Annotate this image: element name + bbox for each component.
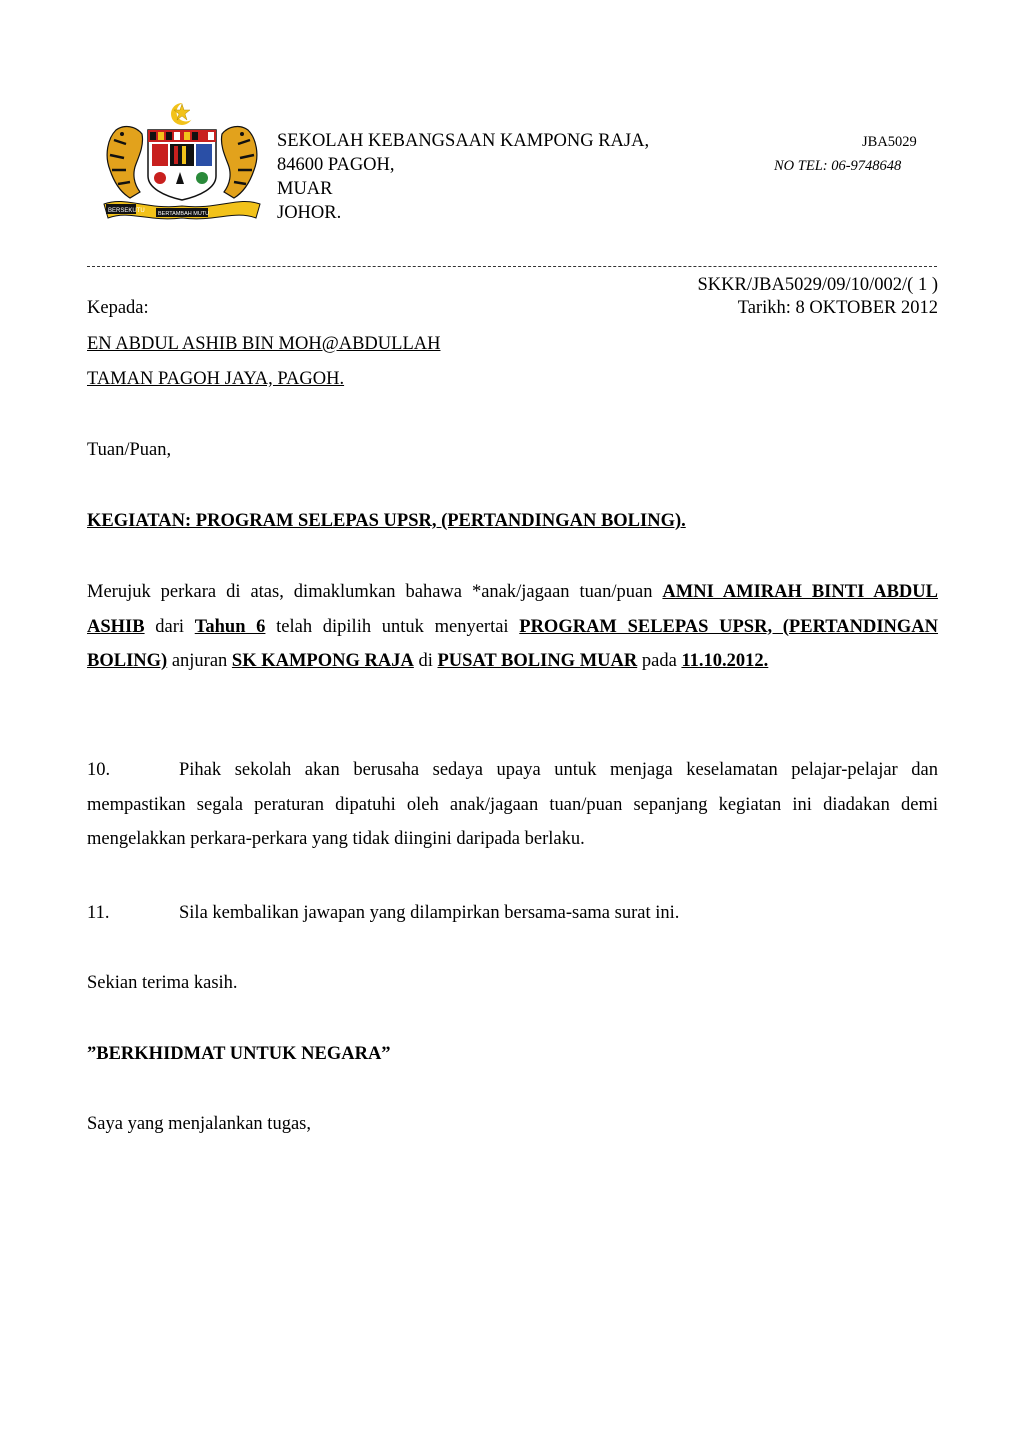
- address-line-3: JOHOR.: [277, 203, 342, 223]
- venue-name: PUSAT BOLING MUAR: [437, 651, 638, 671]
- address-line-1: 84600 PAGOH,: [277, 155, 395, 175]
- crest-motto-center: BERTAMBAH MUTU: [158, 211, 210, 217]
- paragraph-10: [87, 753, 938, 857]
- student-name: AMNI AMIRAH BINTI ABDUL ASHIB: [87, 582, 938, 637]
- salutation: Tuan/Puan,: [87, 440, 172, 460]
- coat-of-arms-logo: [96, 100, 268, 222]
- paragraph-11-text: Sila kembalikan jawapan yang dilampirkan bersama-sama surat ini.: [179, 903, 680, 923]
- program-name: PROGRAM SELEPAS UPSR, (PERTANDINGAN BOLING): [87, 616, 939, 671]
- school-name: SEKOLAH KEBANGSAAN KAMPONG RAJA,: [277, 131, 650, 151]
- subject-line: KEGIATAN: PROGRAM SELEPAS UPSR, (PERTANDINGAN BOLING).: [87, 511, 686, 531]
- paragraph-10-text: Pihak sekolah akan berusaha sedaya upaya untuk menjaga keselamatan pelajar-pelajar dan mempastikan segala peraturan dipatuhi oleh anak/jagaan tuan/puan sepanjang kegiatan ini diadakan demi mengelakkan perkara-perkara yang tidak diingini daripada berlaku.: [87, 760, 938, 849]
- to-label: Kepada:: [87, 298, 149, 318]
- student-class: Tahun 6: [194, 616, 266, 637]
- school-code: JBA5029: [862, 134, 917, 150]
- header-divider: [87, 266, 937, 267]
- paragraph-10-number: 10.: [87, 760, 111, 780]
- closing-thanks: Sekian terima kasih.: [87, 973, 238, 993]
- paragraph-11: [87, 902, 679, 924]
- paragraph-1: Merujuk perkara di atas, dimaklumkan bahawa *anak/jagaan tuan/puan AMNI AMIRAH BINTI ABDUL ASHIB dari Tahun 6 telah dipilih untuk menyertai PROGRAM SELEPAS UPSR, (PERTANDINGAN BOLING) anjuran SK KAMPONG RAJA di PUSAT BOLING MUAR pada 11.10.2012.: [87, 582, 939, 671]
- closing-signoff: Saya yang menjalankan tugas,: [87, 1114, 311, 1134]
- recipient-address: TAMAN PAGOH JAYA, PAGOH.: [87, 369, 345, 389]
- coat-of-arms-icon: [96, 100, 268, 222]
- phone-number: NO TEL: 06-9748648: [774, 158, 902, 174]
- letter-date: Tarikh: 8 OKTOBER 2012: [737, 298, 938, 318]
- event-date: 11.10.2012.: [681, 651, 769, 671]
- organizer-name: SK KAMPONG RAJA: [231, 651, 414, 671]
- crest-motto-left: BERSEKUTU: [108, 208, 145, 214]
- recipient-name: EN ABDUL ASHIB BIN MOH@ABDULLAH: [87, 334, 441, 354]
- address-line-2: MUAR: [277, 179, 333, 199]
- paragraph-11-number: 11.: [87, 903, 110, 923]
- closing-motto: ”BERKHIDMAT UNTUK NEGARA”: [87, 1044, 391, 1064]
- reference-number: SKKR/JBA5029/09/10/002/( 1 ): [697, 275, 938, 295]
